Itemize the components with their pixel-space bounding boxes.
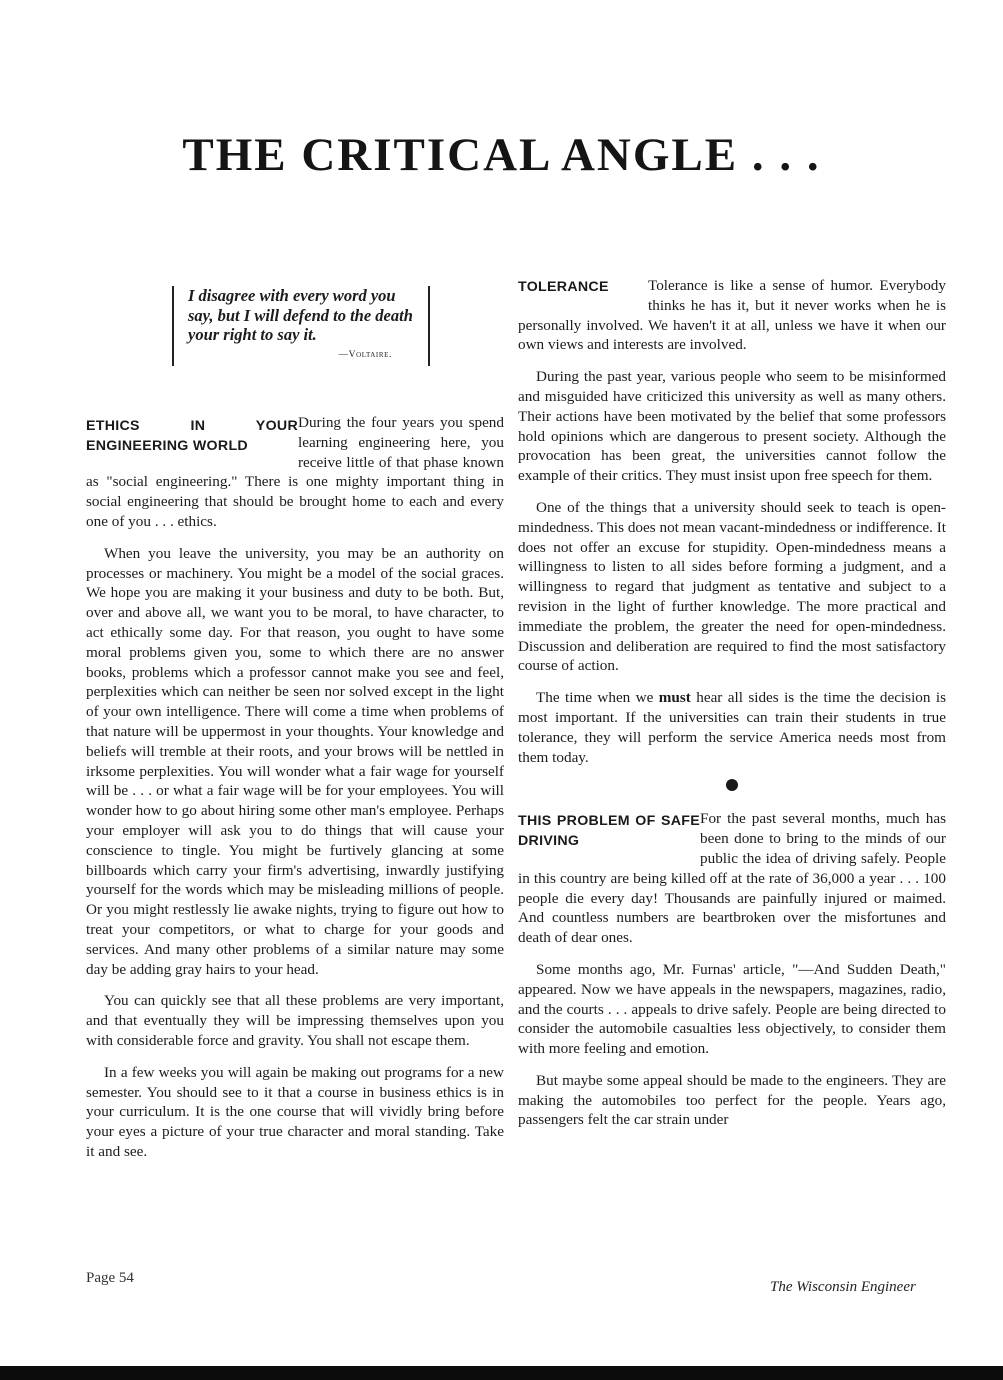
quote-attribution: —Voltaire. xyxy=(338,350,392,360)
safe-driving-heading: THIS PROBLEM OF SAFE DRIVING xyxy=(518,813,700,850)
tolerance-paragraph: Tolerance is like a sense of humor. Everybody thinks he has it, but it never works when he is personally involved. We haven't it at all, unless we have it when our own views and interests are involved. xyxy=(518,277,946,354)
ethics-paragraph: When you leave the university, you may be an authority on processes or machinery. You might be a model of the social graces. We hope you are making it your business and duty to be both. But, over and above all, we want you to be moral, to have character, to act ethically some day. For that reason, you ought to have some moral problems given you, some to which there are no answer books, problems which a professor cannot make you see and feel, perplexities which can neither be seen nor solved except in the light of your own intelligence. There will come a time when problems of that nature will be uppermost in your thoughts. Your knowledge and beliefs will tremble at their roots, and your brows will be nettled in irksome perplexities. You will wonder what a fair wage for yourself will be . . . or what a fair wage will be for your employees. You will wonder how to go about hiring some other man's employee. Perhaps your employer will ask you to do things that will cause your conscience to tingle. You might be furtively glancing at some billboards which carry your firm's advertising, inwardly justifying yourself for the words which may be misleading millions of people. Or you might restlessly lie awake nights, trying to figure out how to treat your competitors, or what to charge for your goods and services. And many other problems of a similar nature may some day be adding gray hairs to your head. xyxy=(86,544,504,978)
section-divider-bullet xyxy=(726,779,738,791)
safe-driving-paragraph: Some months ago, Mr. Furnas' article, "—And Sudden Death," appeared. Now we have appeals in the newspapers, magazines, radio, and the courts . . . appeals to drive safely. People are being directed to consider the automobile casualties less objectively, to consider them with more feeling and emotion. xyxy=(518,960,946,1058)
tolerance-paragraph xyxy=(518,688,946,767)
right-column xyxy=(518,276,946,1142)
page-number: Page 54 xyxy=(86,1270,134,1286)
tolerance-emphasis: must xyxy=(658,689,691,707)
safe-driving-section xyxy=(518,809,946,1130)
tolerance-paragraph: One of the things that a university should seek to teach is open-mindedness. This does not mean vacant-mindedness or indifference. It does not offer an excuse for stupidity. Open-mindedness means a willingness to listen to all sides before forming a judgment, and a willingness to regard that judgment as tentative and subject to a revision in the light of further knowledge. The more practical and immediate the problem, the greater the need for open-mindedness. Discussion and deliberation are required to find the most satisfactory course of action. xyxy=(518,498,946,675)
ethics-heading: ETHICS IN YOUR ENGINEERING WORLD xyxy=(86,418,298,454)
ethics-paragraph: During the four years you spend learning engineering here, you receive little of that phase known as "social engineering." There is one mighty important thing in social engineering that should be brought home to each and every one of you . . . ethics. xyxy=(86,414,504,530)
safe-driving-paragraph: But maybe some appeal should be made to the engineers. They are making the automobiles too perfect for the people. Years ago, passengers felt the car strain under xyxy=(518,1071,946,1129)
left-column xyxy=(86,413,504,1174)
ethics-paragraph: In a few weeks you will again be making out programs for a new semester. You should see to it that a course in business ethics is in your curriculum. It is the one course that will vividly bring before your eyes a picture of your true character and moral standing. Take it and see. xyxy=(86,1063,504,1160)
tolerance-paragraph: During the past year, various people who seem to be misinformed and misguided have criticized this university as well as many others. Their actions have been motivated by the belief that some professors hold opinions which are dangerous to present society. Although the provocation has been great, the universities cannot follow the example of their critics. They must insist upon free speech for them. xyxy=(518,368,946,485)
scan-edge-bar xyxy=(0,1366,1003,1380)
publication-name: The Wisconsin Engineer xyxy=(770,1279,916,1295)
page-title: THE CRITICAL ANGLE . . . xyxy=(182,129,821,181)
ethics-paragraph: You can quickly see that all these problems are very important, and that eventually they will be impressing themselves upon you with considerable force and gravity. You shall not escape them. xyxy=(86,992,504,1049)
safe-driving-paragraph: For the past several months, much has been done to bring to the minds of our public the idea of driving safely. People in this country are being killed off at the rate of 36,000 a year . . . 100 people die every day! Thousands are painfully injured or maimed. And countless numbers are beartbroken over the misfortunes and death of dear ones. xyxy=(518,810,946,947)
quote-text: I disagree with every word you say, but I will defend to the death your right to say it. xyxy=(188,286,413,344)
tolerance-heading: TOLERANCE xyxy=(518,279,609,295)
tolerance-text: hear all sides is the time the decision is most important. If the universities can train their students in true tolerance, they will perform the service America needs most from them today. xyxy=(518,689,946,766)
voltaire-quote-box xyxy=(172,286,430,366)
tolerance-text: The time when we xyxy=(536,689,659,707)
